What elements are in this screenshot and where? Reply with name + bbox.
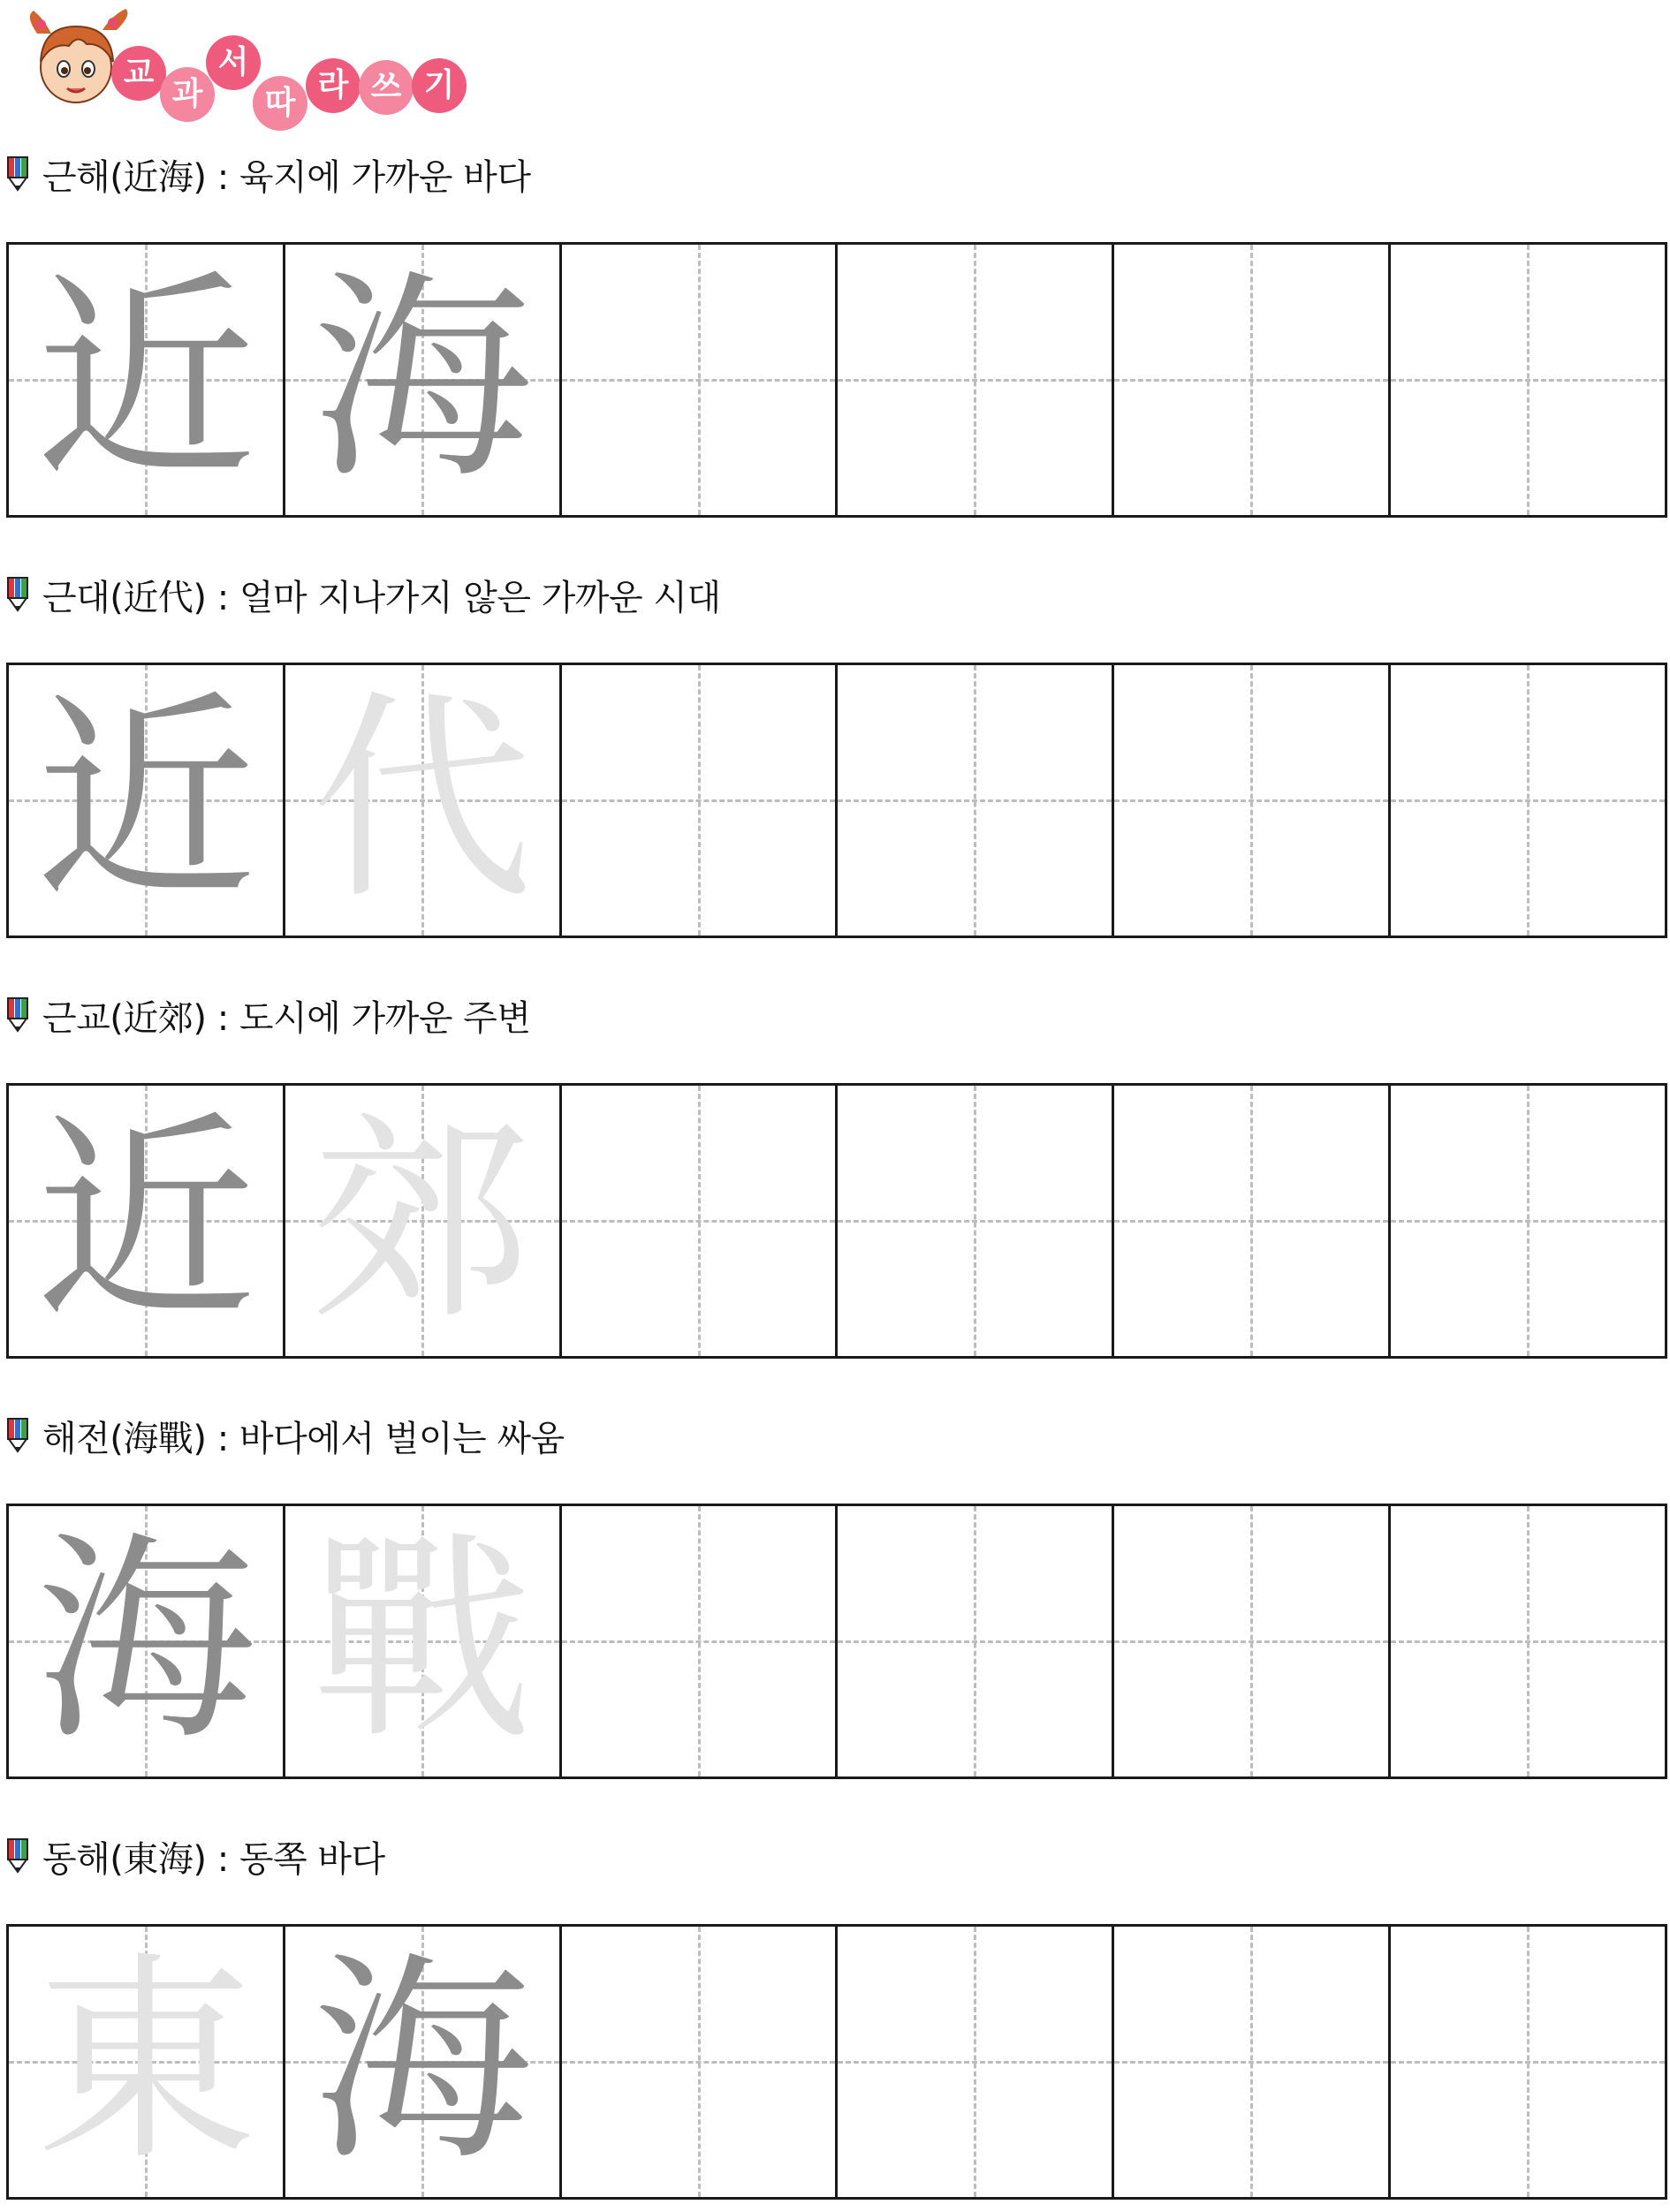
- trace-character: 近: [34, 1092, 256, 1349]
- blank-writing-cell[interactable]: [562, 665, 839, 936]
- trace-character: 海: [34, 1512, 256, 1769]
- trace-cell: [285, 245, 562, 515]
- blank-writing-cell[interactable]: [838, 1506, 1114, 1776]
- pencil-icon: [7, 1838, 28, 1874]
- blank-writing-cell[interactable]: [1114, 1086, 1391, 1356]
- trace-cell: [285, 1927, 562, 2197]
- blank-writing-cell[interactable]: [562, 1506, 839, 1776]
- paren-close: ) :: [193, 1838, 239, 1880]
- trace-cell: [285, 1506, 562, 1776]
- paren-open: (: [110, 1418, 124, 1459]
- paren-open: (: [110, 997, 124, 1039]
- paren-close: ) :: [193, 1418, 239, 1459]
- entry-hanja: 近郊: [123, 997, 194, 1039]
- trace-cell: [9, 245, 285, 515]
- logo-char: 라: [306, 58, 361, 113]
- entry-title: [7, 1413, 565, 1458]
- logo-char: 쓰: [359, 60, 414, 115]
- practice-grid: [6, 663, 1667, 938]
- logo-char: 따: [253, 76, 307, 131]
- blank-writing-cell[interactable]: [838, 1927, 1114, 2197]
- header-logo: [25, 7, 484, 122]
- trace-character: 戰: [311, 1512, 533, 1769]
- entry-meaning: 도시에 가까운 주변: [239, 997, 531, 1039]
- entry-word: 해전: [42, 1418, 110, 1459]
- logo-char: 과: [160, 67, 215, 122]
- blank-writing-cell[interactable]: [1391, 1506, 1665, 1776]
- entry-hanja: 東海: [123, 1838, 194, 1880]
- practice-grid: [6, 1924, 1667, 2200]
- trace-character: 代: [311, 671, 533, 928]
- trace-cell: [9, 1086, 285, 1356]
- blank-writing-cell[interactable]: [1114, 1927, 1391, 2197]
- entry-word: 근대: [42, 577, 110, 618]
- pencil-icon: [7, 1418, 28, 1453]
- pencil-icon: [7, 997, 28, 1033]
- blank-writing-cell[interactable]: [1114, 665, 1391, 936]
- practice-grid: [6, 1504, 1667, 1779]
- entry-meaning: 동쪽 바다: [239, 1838, 385, 1880]
- entry-word: 근해: [42, 156, 110, 198]
- trace-character: 海: [311, 251, 533, 508]
- trace-character: 郊: [311, 1092, 533, 1349]
- paren-open: (: [110, 156, 124, 198]
- blank-writing-cell[interactable]: [562, 1086, 839, 1356]
- paren-close: ) :: [193, 577, 239, 618]
- entry-meaning: 얼마 지나가지 않은 가까운 시대: [239, 577, 721, 618]
- blank-writing-cell[interactable]: [1114, 1506, 1391, 1776]
- entry-meaning: 바다에서 벌이는 싸움: [239, 1418, 565, 1459]
- entry-heading: [42, 1411, 565, 1461]
- blank-writing-cell[interactable]: [838, 1086, 1114, 1356]
- practice-grid: [6, 242, 1667, 518]
- logo-char: 교: [111, 46, 166, 101]
- entry-title: [7, 993, 530, 1037]
- blank-writing-cell[interactable]: [1114, 245, 1391, 515]
- logo-char: 기: [412, 58, 467, 113]
- trace-character: 海: [311, 1933, 533, 2190]
- blank-writing-cell[interactable]: [562, 245, 839, 515]
- entry-hanja: 海戰: [123, 1418, 194, 1459]
- logo-char: 서: [206, 35, 261, 90]
- trace-character: 近: [34, 251, 256, 508]
- pencil-icon: [7, 577, 28, 612]
- entry-word: 동해: [42, 1838, 110, 1880]
- entry-word: 근교: [42, 997, 110, 1039]
- entry-heading: [42, 149, 530, 200]
- trace-cell: [9, 665, 285, 936]
- trace-cell: [9, 1927, 285, 2197]
- entry-hanja: 近代: [123, 577, 194, 618]
- blank-writing-cell[interactable]: [1391, 1927, 1665, 2197]
- trace-character: 東: [34, 1933, 256, 2190]
- trace-cell: [9, 1506, 285, 1776]
- entry-title: [7, 152, 530, 196]
- blank-writing-cell[interactable]: [838, 665, 1114, 936]
- entry-heading: [42, 570, 721, 620]
- entry-title: [7, 1834, 385, 1878]
- paren-close: ) :: [193, 156, 239, 198]
- paren-close: ) :: [193, 997, 239, 1039]
- trace-cell: [285, 665, 562, 936]
- entry-heading: [42, 990, 530, 1041]
- entry-hanja: 近海: [123, 156, 194, 198]
- paren-open: (: [110, 1838, 124, 1880]
- entry-title: [7, 572, 721, 617]
- entry-meaning: 육지에 가까운 바다: [239, 156, 531, 198]
- paren-open: (: [110, 577, 124, 618]
- trace-cell: [285, 1086, 562, 1356]
- blank-writing-cell[interactable]: [1391, 1086, 1665, 1356]
- blank-writing-cell[interactable]: [562, 1927, 839, 2197]
- blank-writing-cell[interactable]: [1391, 665, 1665, 936]
- pencil-icon: [7, 156, 28, 192]
- entry-heading: [42, 1831, 385, 1882]
- blank-writing-cell[interactable]: [838, 245, 1114, 515]
- blank-writing-cell[interactable]: [1391, 245, 1665, 515]
- practice-grid: [6, 1083, 1667, 1359]
- trace-character: 近: [34, 671, 256, 928]
